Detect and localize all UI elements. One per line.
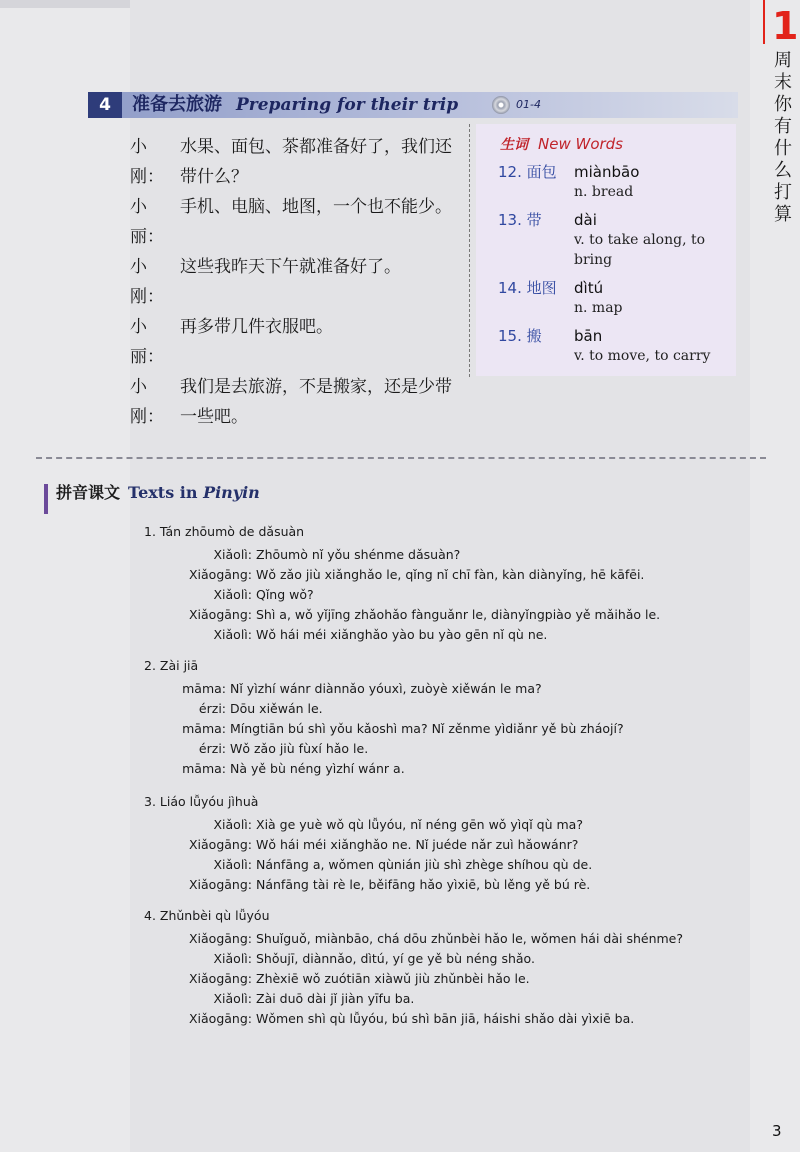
- speaker: Xiǎogāng:: [188, 567, 252, 582]
- section-separator: [36, 457, 766, 459]
- pinyin-text-4: [144, 906, 704, 1029]
- line-text: Shì a, wǒ yǐjīng zhǎohǎo fànguǎnr le, diànyǐngpiào yě mǎihǎo le.: [256, 607, 661, 622]
- vocab-item: [498, 210, 728, 270]
- pinyin-title-bar: [44, 484, 48, 514]
- new-words-box: [476, 124, 736, 376]
- vocab-word: 12. 面包: [498, 163, 557, 181]
- text-line: [144, 875, 704, 895]
- text-line: [144, 855, 704, 875]
- speaker: Xiǎolì:: [213, 627, 252, 642]
- dialogue-line: [130, 372, 460, 432]
- speaker: érzi:: [198, 741, 226, 756]
- column-divider: [469, 124, 470, 377]
- text-heading: 1. Tán zhōumò de dǎsuàn: [144, 524, 305, 539]
- vocab-pinyin: bān: [574, 327, 603, 345]
- text-line: [144, 969, 704, 989]
- pinyin-section-title: [56, 483, 260, 503]
- chapter-number: 1: [772, 4, 799, 48]
- speaker: 小丽：: [130, 197, 164, 247]
- pinyin-title-cn: 拼音课文: [56, 483, 121, 502]
- text-line: [144, 759, 704, 779]
- vocab-definition: v. to move, to carry: [574, 348, 711, 364]
- pinyin-text-1: [144, 522, 704, 645]
- pinyin-text-2: [144, 656, 704, 779]
- vocab-definition: v. to take along, to bring: [574, 232, 706, 268]
- vocab-word: 15. 搬: [498, 327, 542, 345]
- new-words-heading-cn: 生词: [500, 137, 528, 153]
- dialogue-line: [130, 252, 460, 312]
- new-words-heading-en: New Words: [538, 135, 623, 153]
- text-line: [144, 1009, 704, 1029]
- line-text: Wǒ hái méi xiǎnghǎo ne. Nǐ juéde nǎr zuì hǎowánr?: [256, 837, 579, 852]
- speaker: Xiǎogāng:: [188, 1011, 252, 1026]
- dialogue-line: [130, 312, 460, 372]
- line-text: Wǒ zǎo jiù fùxí hǎo le.: [230, 741, 369, 756]
- vocab-item: [498, 326, 728, 366]
- speaker: Xiǎogāng:: [188, 971, 252, 986]
- text-line: [144, 545, 704, 565]
- speaker: Xiǎogāng:: [188, 607, 252, 622]
- text-line: [144, 679, 704, 699]
- dialogue-text: 手机、电脑、地图，一个也不能少。: [180, 197, 452, 217]
- top-edge-strip: [0, 0, 130, 8]
- text-line: [144, 625, 704, 645]
- text-line: [144, 815, 704, 835]
- line-text: Qǐng wǒ?: [256, 587, 314, 602]
- text-line: [144, 605, 704, 625]
- lesson-number-badge: 4: [88, 92, 122, 118]
- speaker: Xiǎogāng:: [188, 877, 252, 892]
- text-heading: 3. Liáo lǚyóu jìhuà: [144, 794, 259, 809]
- pinyin-title-en: [128, 483, 260, 502]
- vocab-pinyin: dìtú: [574, 279, 604, 297]
- chapter-side-tab: [762, 0, 800, 225]
- line-text: Nǐ yìzhí wánr diànnǎo yóuxì, zuòyè xiěwán le ma?: [230, 681, 542, 696]
- line-text: Wǒmen shì qù lǚyóu, bú shì bān jiā, háishi shǎo dài yìxiē ba.: [256, 1011, 635, 1026]
- text-line: [144, 989, 704, 1009]
- vocab-word: 13. 带: [498, 211, 542, 229]
- line-text: Dōu xiěwán le.: [230, 701, 323, 716]
- lesson-title-en: Preparing for their trip: [236, 95, 459, 115]
- dialogue-line: [130, 132, 460, 192]
- speaker: 小刚：: [130, 377, 164, 427]
- chapter-rule: [763, 0, 765, 44]
- text-heading: 4. Zhǔnbèi qù lǚyóu: [144, 908, 270, 923]
- vocab-pinyin: miànbāo: [574, 163, 640, 181]
- line-text: Xià ge yuè wǒ qù lǚyóu, nǐ néng gēn wǒ yìqǐ qù ma?: [256, 817, 583, 832]
- pinyin-title-en-a: Texts in: [128, 483, 204, 502]
- line-text: Zài duō dài jǐ jiàn yīfu ba.: [256, 991, 415, 1006]
- vocab-item: [498, 278, 728, 318]
- dialogue-text: 水果、面包、茶都准备好了，我们还带什么？: [180, 137, 452, 187]
- text-line: [144, 699, 704, 719]
- line-text: Nánfāng tài rè le, běifāng hǎo yìxiē, bù lěng yě bú rè.: [256, 877, 591, 892]
- text-line: [144, 835, 704, 855]
- pinyin-title-en-b: Pinyin: [203, 483, 260, 502]
- dialogue-line: [130, 192, 460, 252]
- speaker: 小刚：: [130, 137, 164, 187]
- speaker: Xiǎolì:: [213, 587, 252, 602]
- line-text: Nà yě bù néng yìzhí wánr a.: [230, 761, 405, 776]
- line-text: Zhèxiē wǒ zuótiān xiàwǔ jiù zhǔnbèi hǎo le.: [256, 971, 530, 986]
- vocab-word: 14. 地图: [498, 279, 557, 297]
- vocab-pinyin: dài: [574, 211, 597, 229]
- dialogue-text: 这些我昨天下午就准备好了。: [180, 257, 401, 277]
- text-line: [144, 739, 704, 759]
- text-heading: 2. Zài jiā: [144, 658, 199, 673]
- speaker: Xiǎolì:: [213, 857, 252, 872]
- speaker: Xiǎolì:: [213, 991, 252, 1006]
- speaker: Xiǎogāng:: [188, 837, 252, 852]
- audio-cd-icon: [492, 96, 510, 114]
- text-line: [144, 929, 704, 949]
- line-text: Wǒ zǎo jiù xiǎnghǎo le, qǐng nǐ chī fàn, kàn diànyǐng, hē kāfēi.: [256, 567, 645, 582]
- dialogue-text: 我们是去旅游，不是搬家，还是少带一些吧。: [180, 377, 452, 427]
- speaker: Xiǎolì:: [213, 951, 252, 966]
- line-text: Nánfāng a, wǒmen qùnián jiù shì zhège shíhou qù de.: [256, 857, 593, 872]
- text-line: [144, 719, 704, 739]
- dialogue-block: [130, 132, 460, 432]
- vocab-definition: n. map: [574, 300, 623, 316]
- speaker: māma:: [182, 681, 226, 696]
- vocab-item: [498, 162, 728, 202]
- page-number: 3: [772, 1122, 782, 1140]
- speaker: érzi:: [198, 701, 226, 716]
- text-line: [144, 565, 704, 585]
- speaker: Xiǎogāng:: [188, 931, 252, 946]
- lesson-title-cn: 准备去旅游: [132, 94, 222, 115]
- speaker: Xiǎolì:: [213, 817, 252, 832]
- line-text: Míngtiān bú shì yǒu kǎoshì ma? Nǐ zěnme yìdiǎnr yě bù zháojí?: [230, 721, 624, 736]
- dialogue-text: 再多带几件衣服吧。: [180, 317, 333, 337]
- new-words-heading: [500, 134, 623, 154]
- speaker: 小丽：: [130, 317, 164, 367]
- audio-track-number: 01-4: [516, 98, 541, 111]
- line-text: Wǒ hái méi xiǎnghǎo yào bu yào gēn nǐ qù ne.: [256, 627, 548, 642]
- text-line: [144, 949, 704, 969]
- speaker: māma:: [182, 721, 226, 736]
- vocab-definition: n. bread: [574, 184, 634, 200]
- line-text: Shuǐguǒ, miànbāo, chá dōu zhǔnbèi hǎo le, wǒmen hái dài shénme?: [256, 931, 683, 946]
- line-text: Zhōumò nǐ yǒu shénme dǎsuàn?: [256, 547, 461, 562]
- speaker: Xiǎolì:: [213, 547, 252, 562]
- chapter-title: 周末你有什么打算: [774, 50, 792, 225]
- speaker: māma:: [182, 761, 226, 776]
- line-text: Shǒujī, diànnǎo, dìtú, yí ge yě bù néng shǎo.: [256, 951, 535, 966]
- text-line: [144, 585, 704, 605]
- speaker: 小刚：: [130, 257, 164, 307]
- pinyin-text-3: [144, 792, 704, 895]
